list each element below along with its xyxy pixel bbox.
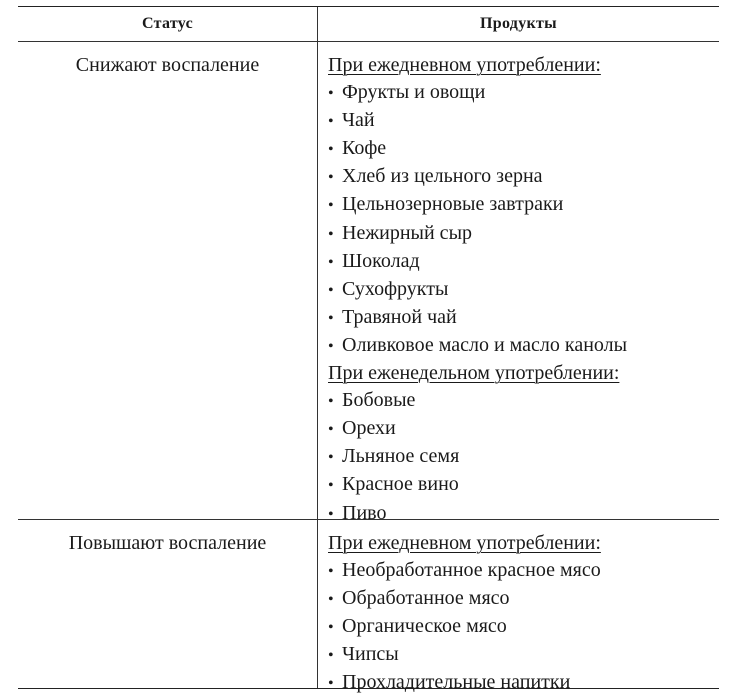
bullet-icon: •	[328, 85, 334, 103]
item-text: Пиво	[342, 501, 387, 524]
item-text: Бобовые	[342, 389, 416, 412]
bullet-icon: •	[328, 619, 334, 637]
item-text: Красное вино	[342, 473, 459, 496]
bullet-icon: •	[328, 647, 334, 665]
bullet-icon: •	[328, 225, 334, 243]
products-cell	[328, 530, 719, 698]
item-text: Кофе	[342, 137, 387, 160]
list-item	[328, 107, 719, 135]
list-item	[328, 443, 719, 471]
item-text: Оливковое масло и масло канолы	[342, 333, 628, 356]
header-products: Продукты	[480, 15, 557, 32]
group-title: При ежедневном употреблении:	[328, 532, 601, 554]
bullet-icon: •	[328, 449, 334, 467]
bullet-icon: •	[328, 253, 334, 271]
table-row	[18, 42, 719, 524]
list-item	[328, 387, 719, 415]
item-text: Цельнозерновые завтраки	[342, 193, 564, 216]
bullet-icon: •	[328, 309, 334, 327]
bullet-icon: •	[328, 337, 334, 355]
list-item	[328, 163, 719, 191]
header-status: Статус	[141, 15, 194, 32]
list-item	[328, 557, 719, 585]
bullet-icon: •	[328, 281, 334, 299]
bullet-icon: •	[328, 505, 334, 523]
item-text: Чипсы	[342, 643, 399, 666]
list-item	[328, 220, 719, 248]
bullet-icon: •	[328, 141, 334, 159]
list-item	[328, 276, 719, 304]
list-item	[328, 641, 719, 669]
list-item	[328, 79, 719, 107]
item-text: Хлеб из цельного зерна	[342, 165, 543, 188]
list-item	[328, 135, 719, 163]
table-row	[18, 520, 719, 694]
group-title: При еженедельном употреблении:	[328, 362, 620, 385]
products-cell	[328, 52, 719, 528]
item-text: Нежирный сыр	[342, 221, 472, 244]
list-item	[328, 191, 719, 219]
bullet-icon: •	[328, 675, 334, 693]
list-item	[328, 669, 719, 697]
bullet-icon: •	[328, 393, 334, 411]
list-item	[328, 585, 719, 613]
bullet-icon: •	[328, 477, 334, 495]
item-text: Чай	[342, 109, 375, 132]
item-text: Фрукты и овощи	[342, 81, 486, 104]
list-item	[328, 471, 719, 499]
item-text: Шоколад	[342, 249, 420, 272]
food-inflammation-table	[18, 6, 719, 694]
list-item	[328, 613, 719, 641]
item-text: Прохладительные напитки	[342, 671, 571, 694]
item-text: Льняное семя	[342, 445, 460, 468]
bullet-icon: •	[328, 563, 334, 581]
group-title: При ежедневном употреблении:	[328, 54, 601, 76]
bullet-icon: •	[328, 197, 334, 215]
bullet-icon: •	[328, 113, 334, 131]
list-item	[328, 304, 719, 332]
item-text: Обработанное мясо	[342, 587, 510, 610]
item-text: Травяной чай	[342, 305, 457, 328]
bullet-icon: •	[328, 169, 334, 187]
status-cell: Повышают воспаление	[68, 532, 267, 554]
status-cell: Снижают воспаление	[75, 54, 260, 76]
bullet-icon: •	[328, 591, 334, 609]
table-header-row	[18, 7, 719, 42]
item-text: Орехи	[342, 417, 396, 440]
bullet-icon: •	[328, 421, 334, 439]
list-item	[328, 332, 719, 360]
item-text: Сухофрукты	[342, 277, 449, 300]
item-text: Необработанное красное мясо	[342, 559, 601, 582]
list-item	[328, 248, 719, 276]
item-text: Органическое мясо	[342, 615, 507, 638]
list-item	[328, 415, 719, 443]
